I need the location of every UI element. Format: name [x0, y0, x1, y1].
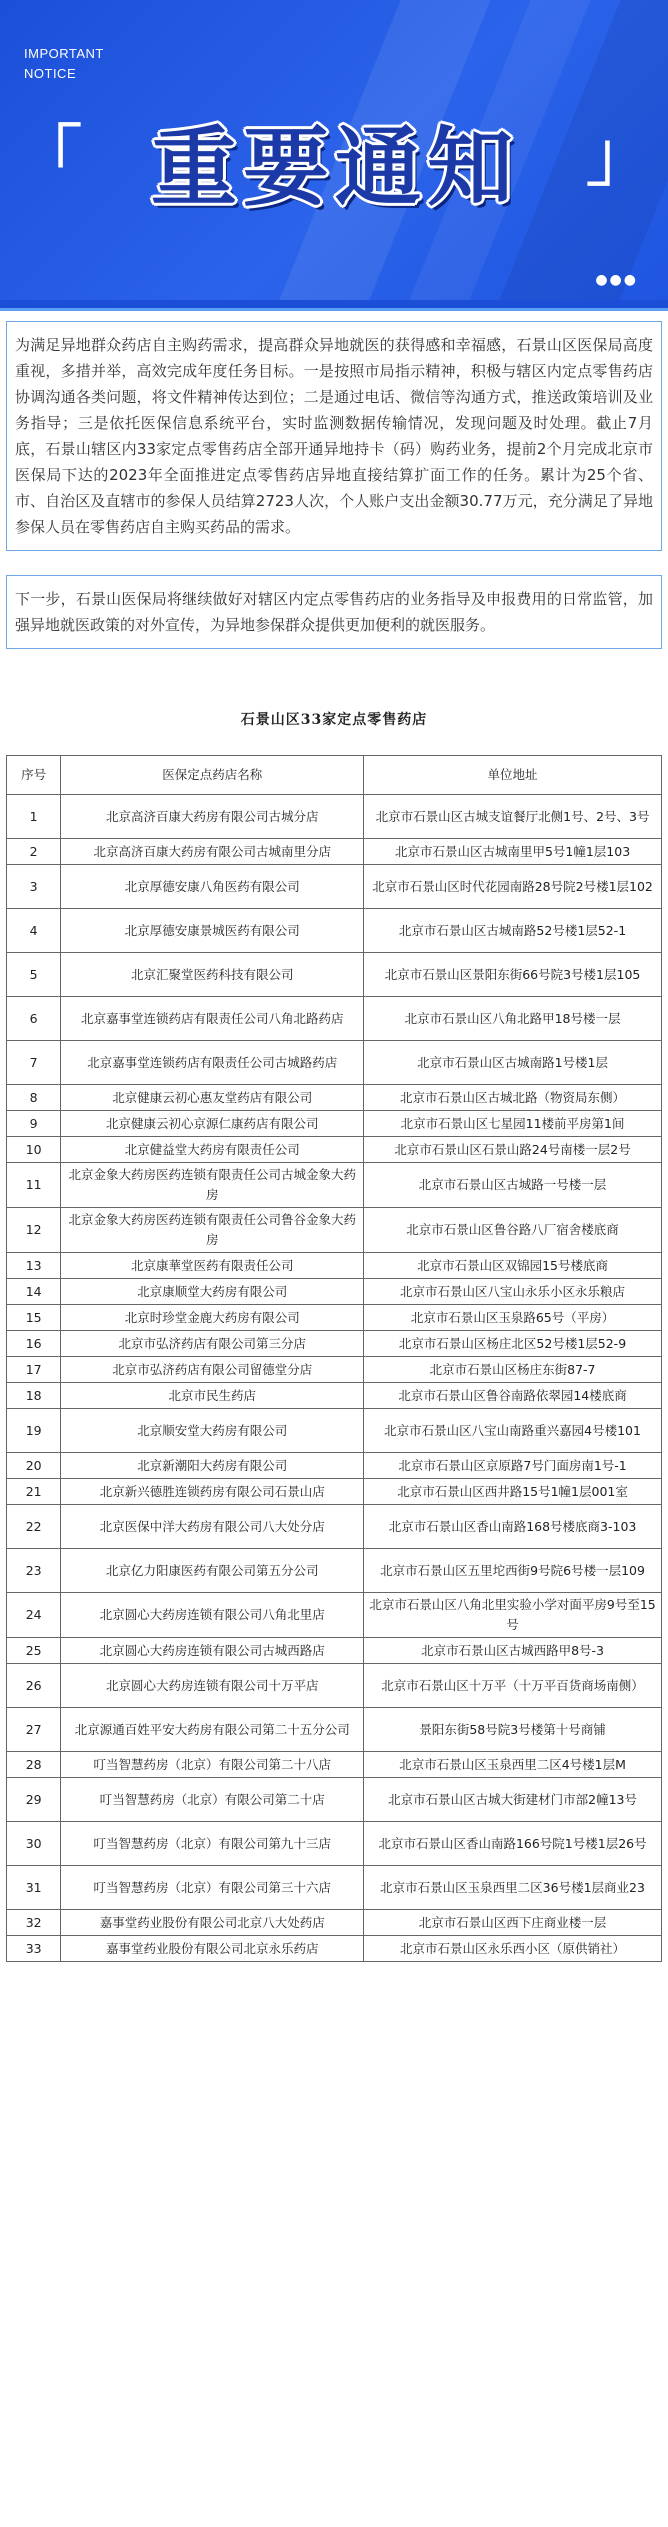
store-name: 叮当智慧药房（北京）有限公司第三十六店	[61, 1866, 364, 1910]
row-index: 9	[7, 1111, 61, 1137]
store-name: 北京高济百康大药房有限公司古城南里分店	[61, 839, 364, 865]
banner-english-line1: IMPORTANT	[24, 46, 104, 61]
store-address: 北京市石景山区古城支谊餐厅北侧1号、2号、3号	[364, 795, 662, 839]
row-index: 18	[7, 1383, 61, 1409]
row-index: 28	[7, 1752, 61, 1778]
store-address: 北京市石景山区西下庄商业楼一层	[364, 1910, 662, 1936]
store-address: 北京市石景山区八宝山永乐小区永乐粮店	[364, 1279, 662, 1305]
store-name: 北京金象大药房医药连锁有限责任公司古城金象大药房	[61, 1163, 364, 1208]
table-row	[7, 1549, 662, 1593]
header-store-name: 医保定点药店名称	[61, 756, 364, 795]
store-name: 北京顺安堂大药房有限公司	[61, 1409, 364, 1453]
row-index: 20	[7, 1453, 61, 1479]
row-index: 7	[7, 1041, 61, 1085]
store-address: 北京市石景山区景阳东街66号院3号楼1层105	[364, 953, 662, 997]
store-name: 北京市民生药店	[61, 1383, 364, 1409]
table-row	[7, 1085, 662, 1111]
table-row	[7, 1253, 662, 1279]
store-name: 北京健康云初心京源仁康药店有限公司	[61, 1111, 364, 1137]
row-index: 22	[7, 1505, 61, 1549]
store-name: 北京新潮阳大药房有限公司	[61, 1453, 364, 1479]
row-index: 8	[7, 1085, 61, 1111]
table-row	[7, 1593, 662, 1638]
store-name: 北京康顺堂大药房有限公司	[61, 1279, 364, 1305]
store-address: 北京市石景山区杨庄东街87-7	[364, 1357, 662, 1383]
store-address: 北京市石景山区古城北路（物资局东侧）	[364, 1085, 662, 1111]
row-index: 2	[7, 839, 61, 865]
row-index: 30	[7, 1822, 61, 1866]
store-address: 北京市石景山区玉泉路65号（平房）	[364, 1305, 662, 1331]
table-row	[7, 1453, 662, 1479]
row-index: 14	[7, 1279, 61, 1305]
store-name: 北京嘉事堂连锁药店有限责任公司八角北路药店	[61, 997, 364, 1041]
banner-english-label	[24, 44, 104, 84]
store-name: 叮当智慧药房（北京）有限公司第九十三店	[61, 1822, 364, 1866]
store-name: 北京健康云初心惠友堂药店有限公司	[61, 1085, 364, 1111]
store-address: 北京市石景山区香山南路166号院1号楼1层26号	[364, 1822, 662, 1866]
store-address: 北京市石景山区古城南路52号楼1层52-1	[364, 909, 662, 953]
store-address: 北京市石景山区五里坨西街9号院6号楼一层109	[364, 1549, 662, 1593]
store-address: 北京市石景山区古城南里甲5号1幢1层103	[364, 839, 662, 865]
row-index: 26	[7, 1664, 61, 1708]
row-index: 24	[7, 1593, 61, 1638]
store-address: 北京市石景山区香山南路168号楼底商3-103	[364, 1505, 662, 1549]
row-index: 3	[7, 865, 61, 909]
store-address: 北京市石景山区杨庄北区52号楼1层52-9	[364, 1331, 662, 1357]
store-address: 北京市石景山区古城路一号楼一层	[364, 1163, 662, 1208]
row-index: 11	[7, 1163, 61, 1208]
store-address: 北京市石景山区八宝山南路重兴嘉园4号楼101	[364, 1409, 662, 1453]
intro-paragraph: 为满足异地群众药店自主购药需求，提高群众异地就医的获得感和幸福感，石景山区医保局高度重视，多措并举，高效完成年度任务目标。一是按照市局指示精神，积极与辖区内定点零售药店协调沟通各类问题，将文件精神传达到位；二是通过电话、微信等沟通方式，推送政策培训及业务指导；三是依托医保信息系统平台，实时监测数据传输情况，发现问题及时处理。截止7月底，石景山辖区内33家定点零售药店全部开通异地持卡（码）购药业务，提前2个月完成北京市医保局下达的2023年全面推进定点零售药店异地直接结算扩面工作的任务。累计为25个省、市、自治区及直辖市的参保人员结算2723人次，个人账户支出金额30.77万元，充分满足了异地参保人员在零售药店自主购买药品的需求。	[6, 321, 662, 551]
row-index: 5	[7, 953, 61, 997]
table-row	[7, 1664, 662, 1708]
store-name: 北京医保中洋大药房有限公司八大处分店	[61, 1505, 364, 1549]
store-address: 北京市石景山区西井路15号1幢1层001室	[364, 1479, 662, 1505]
store-name: 嘉事堂药业股份有限公司北京永乐药店	[61, 1936, 364, 1962]
store-name: 北京金象大药房医药连锁有限责任公司鲁谷金象大药房	[61, 1208, 364, 1253]
pharmacy-table	[6, 755, 662, 1962]
store-name: 北京嘉事堂连锁药店有限责任公司古城路药店	[61, 1041, 364, 1085]
store-name: 北京亿力阳康医药有限公司第五分公司	[61, 1549, 364, 1593]
table-title: 石景山区33家定点零售药店	[240, 712, 428, 728]
table-row	[7, 1208, 662, 1253]
store-name: 北京圆心大药房连锁有限公司八角北里店	[61, 1593, 364, 1638]
ellipsis-dots-icon: ●●●	[595, 272, 638, 288]
store-address: 北京市石景山区古城大街建材门市部2幢13号	[364, 1778, 662, 1822]
row-index: 16	[7, 1331, 61, 1357]
table-row	[7, 839, 662, 865]
row-index: 15	[7, 1305, 61, 1331]
store-address: 北京市石景山区八角北路甲18号楼一层	[364, 997, 662, 1041]
table-row	[7, 1936, 662, 1962]
table-row	[7, 1041, 662, 1085]
header-banner	[0, 0, 668, 300]
store-address: 北京市石景山区永乐西小区（原供销社）	[364, 1936, 662, 1962]
table-row	[7, 1822, 662, 1866]
table-row	[7, 795, 662, 839]
next-steps-paragraph: 下一步，石景山医保局将继续做好对辖区内定点零售药店的业务指导及申报费用的日常监管，加强异地就医政策的对外宣传，为异地参保群众提供更加便利的就医服务。	[6, 575, 662, 649]
table-row	[7, 1752, 662, 1778]
table-header-row	[7, 756, 662, 795]
row-index: 21	[7, 1479, 61, 1505]
row-index: 17	[7, 1357, 61, 1383]
row-index: 23	[7, 1549, 61, 1593]
row-index: 12	[7, 1208, 61, 1253]
store-address: 北京市石景山区玉泉西里二区36号楼1层商业23	[364, 1866, 662, 1910]
store-name: 北京圆心大药房连锁有限公司十万平店	[61, 1664, 364, 1708]
table-row	[7, 1409, 662, 1453]
store-address: 北京市石景山区七星园11楼前平房第1间	[364, 1111, 662, 1137]
table-row	[7, 1866, 662, 1910]
banner-bottom-stripe	[0, 300, 668, 311]
row-index: 10	[7, 1137, 61, 1163]
store-address: 北京市石景山区古城西路甲8号-3	[364, 1638, 662, 1664]
store-name: 北京健益堂大药房有限责任公司	[61, 1137, 364, 1163]
store-name: 叮当智慧药房（北京）有限公司第二十八店	[61, 1752, 364, 1778]
table-row	[7, 1778, 662, 1822]
store-name: 北京新兴德胜连锁药房有限公司石景山店	[61, 1479, 364, 1505]
row-index: 19	[7, 1409, 61, 1453]
store-address: 北京市石景山区双锦园15号楼底商	[364, 1253, 662, 1279]
store-address: 北京市石景山区古城南路1号楼1层	[364, 1041, 662, 1085]
store-name: 北京厚德安康景城医药有限公司	[61, 909, 364, 953]
table-row	[7, 1331, 662, 1357]
store-address: 北京市石景山区玉泉西里二区4号楼1层M	[364, 1752, 662, 1778]
table-row	[7, 1505, 662, 1549]
table-row	[7, 1163, 662, 1208]
store-address: 北京市石景山区京原路7号门面房南1号-1	[364, 1453, 662, 1479]
table-row	[7, 1383, 662, 1409]
store-name: 北京康華堂医药有限责任公司	[61, 1253, 364, 1279]
store-address: 景阳东街58号院3号楼第十号商铺	[364, 1708, 662, 1752]
table-row	[7, 1638, 662, 1664]
table-row	[7, 997, 662, 1041]
table-row	[7, 1305, 662, 1331]
table-row	[7, 953, 662, 997]
row-index: 4	[7, 909, 61, 953]
header-address: 单位地址	[364, 756, 662, 795]
table-row	[7, 909, 662, 953]
table-row	[7, 1111, 662, 1137]
row-index: 25	[7, 1638, 61, 1664]
store-name: 北京厚德安康八角医药有限公司	[61, 865, 364, 909]
table-row	[7, 1357, 662, 1383]
table-row	[7, 1708, 662, 1752]
table-body	[7, 795, 662, 1962]
table-row	[7, 865, 662, 909]
banner-title: 重要通知	[151, 118, 519, 218]
store-address: 北京市石景山区十万平（十万平百货商场南侧）	[364, 1664, 662, 1708]
store-address: 北京市石景山区八角北里实验小学对面平房9号至15号	[364, 1593, 662, 1638]
row-index: 29	[7, 1778, 61, 1822]
store-name: 叮当智慧药房（北京）有限公司第二十店	[61, 1778, 364, 1822]
store-name: 北京市弘济药店有限公司留德堂分店	[61, 1357, 364, 1383]
header-index: 序号	[7, 756, 61, 795]
store-name: 北京时珍堂金鹿大药房有限公司	[61, 1305, 364, 1331]
store-address: 北京市石景山区鲁谷路八厂宿舍楼底商	[364, 1208, 662, 1253]
banner-english-line2: NOTICE	[24, 66, 77, 81]
table-row	[7, 1910, 662, 1936]
row-index: 1	[7, 795, 61, 839]
table-row	[7, 1279, 662, 1305]
table-row	[7, 1137, 662, 1163]
store-name: 北京圆心大药房连锁有限公司古城西路店	[61, 1638, 364, 1664]
row-index: 6	[7, 997, 61, 1041]
row-index: 13	[7, 1253, 61, 1279]
row-index: 32	[7, 1910, 61, 1936]
store-address: 北京市石景山区石景山路24号南楼一层2号	[364, 1137, 662, 1163]
row-index: 27	[7, 1708, 61, 1752]
store-name: 北京汇聚堂医药科技有限公司	[61, 953, 364, 997]
store-name: 北京高济百康大药房有限公司古城分店	[61, 795, 364, 839]
table-row	[7, 1479, 662, 1505]
store-name: 北京市弘济药店有限公司第三分店	[61, 1331, 364, 1357]
bracket-right-glyph: 」	[586, 118, 652, 195]
store-name: 北京源通百姓平安大药房有限公司第二十五分公司	[61, 1708, 364, 1752]
bracket-left-glyph: 「	[16, 118, 82, 195]
row-index: 33	[7, 1936, 61, 1962]
row-index: 31	[7, 1866, 61, 1910]
store-address: 北京市石景山区鲁谷南路依翠园14楼底商	[364, 1383, 662, 1409]
store-address: 北京市石景山区时代花园南路28号院2号楼1层102	[364, 865, 662, 909]
store-name: 嘉事堂药业股份有限公司北京八大处药店	[61, 1910, 364, 1936]
